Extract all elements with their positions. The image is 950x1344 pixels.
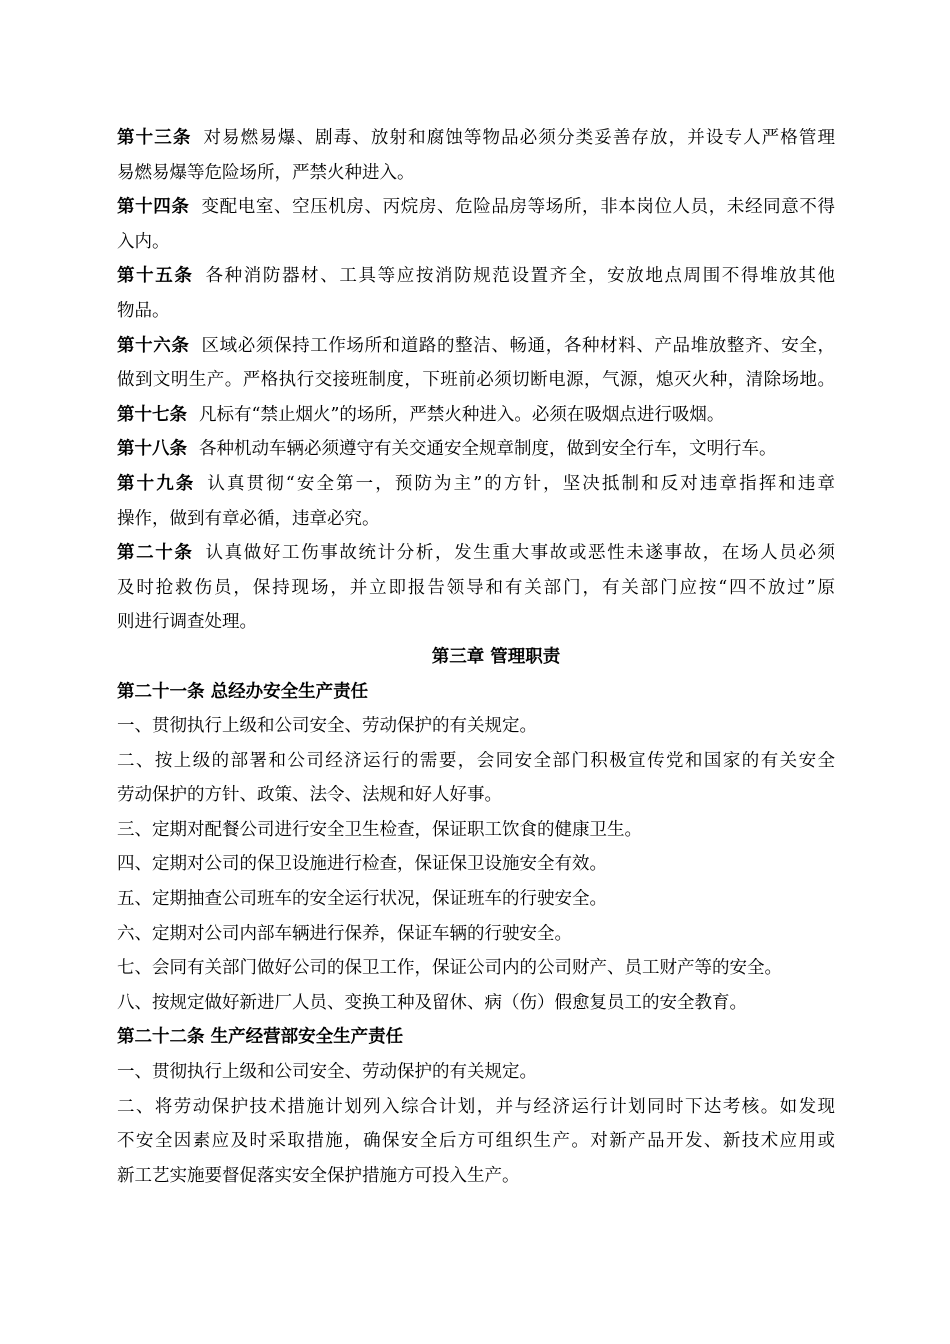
article-20-line-1: 第二十条 认真做好工伤事故统计分析，发生重大事故或恶性未遂事故，在场人员必须 (117, 543, 835, 564)
article-20-line-3: 则进行调查处理。 (117, 612, 257, 633)
article-label: 第十五条 (117, 266, 194, 287)
article-13-line-2: 易燃易爆等危险场所，严禁火种进入。 (117, 162, 415, 183)
section-21-item-4: 四、定期对公司的保卫设施进行检查，保证保卫设施安全有效。 (117, 854, 607, 875)
article-19-line-1: 第十九条 认真贯彻“安全第一，预防为主”的方针，坚决抵制和反对违章指挥和违章 (117, 473, 835, 494)
article-label: 第十七条 (117, 404, 187, 425)
section-22-item-2-line-3: 新工艺实施要督促落实安全保护措施方可投入生产。 (117, 1165, 520, 1186)
document-page (117, 121, 835, 1193)
article-label: 第十三条 (117, 128, 192, 148)
section-21-item-6: 六、定期对公司内部车辆进行保养，保证车辆的行驶安全。 (117, 923, 572, 944)
article-20-line-2: 及时抢救伤员，保持现场，并立即报告领导和有关部门，有关部门应按“四不放过”原 (117, 577, 835, 598)
chapter-title: 第三章 管理职责 (431, 646, 561, 667)
article-19-line-2: 操作，做到有章必循，违章必究。 (117, 508, 380, 529)
section-22-heading: 第二十二条 生产经营部安全生产责任 (117, 1027, 404, 1048)
article-15-line-1: 第十五条 各种消防器材、工具等应按消防规范设置齐全，安放地点周围不得堆放其他 (117, 266, 835, 287)
section-21-item-2-line-1: 二、按上级的部署和公司经济运行的需要，会同安全部门积极宣传党和国家的有关安全 (117, 750, 835, 771)
section-21-item-3: 三、定期对配餐公司进行安全卫生检查，保证职工饮食的健康卫生。 (117, 819, 642, 840)
section-21-item-1: 一、贯彻执行上级和公司安全、劳动保护的有关规定。 (117, 716, 537, 737)
article-15-line-2: 物品。 (117, 300, 170, 321)
article-label: 第十六条 (117, 335, 190, 356)
article-label: 第十九条 (117, 473, 196, 494)
section-22-item-1: 一、贯彻执行上级和公司安全、劳动保护的有关规定。 (117, 1062, 537, 1083)
article-16-line-2: 做到文明生产。严格执行交接班制度，下班前必须切断电源，气源，熄灭火种，清除场地。 (117, 370, 835, 391)
article-label: 第十四条 (117, 197, 190, 218)
article-13-line-1: 第十三条 对易燃易爆、剧毒、放射和腐蚀等物品必须分类妥善存放，并设专人严格管理 (117, 128, 836, 148)
section-21-item-2-line-2: 劳动保护的方针、政策、法令、法规和好人好事。 (117, 785, 502, 806)
article-18-line-1: 第十八条 各种机动车辆必须遵守有关交通安全规章制度，做到安全行车，文明行车。 (117, 439, 777, 460)
article-16-line-1: 第十六条 区域必须保持工作场所和道路的整洁、畅通，各种材料、产品堆放整齐、安全， (117, 335, 836, 356)
article-14-line-1: 第十四条 变配电室、空压机房、丙烷房、危险品房等场所，非本岗位人员，未经同意不得 (117, 197, 836, 218)
section-22-item-2-line-2: 不安全因素应及时采取措施，确保安全后方可组织生产。对新产品开发、新技术应用或 (117, 1131, 835, 1152)
section-21-item-7: 七、会同有关部门做好公司的保卫工作，保证公司内的公司财产、员工财产等的安全。 (117, 958, 782, 979)
section-21-item-5: 五、定期抽查公司班车的安全运行状况，保证班车的行驶安全。 (117, 889, 607, 910)
section-21-item-8: 八、按规定做好新进厂人员、变换工种及留休、病（伤）假愈复员工的安全教育。 (117, 992, 747, 1013)
article-label: 第十八条 (117, 439, 187, 460)
article-14-line-2: 入内。 (117, 231, 170, 252)
section-21-heading: 第二十一条 总经办安全生产责任 (117, 681, 369, 702)
article-label: 第二十条 (117, 543, 194, 564)
section-22-item-2-line-1: 二、将劳动保护技术措施计划列入综合计划，并与经济运行计划同时下达考核。如发现 (117, 1096, 835, 1117)
article-17-line-1: 第十七条 凡标有“禁止烟火”的场所，严禁火种进入。必须在吸烟点进行吸烟。 (117, 404, 725, 425)
